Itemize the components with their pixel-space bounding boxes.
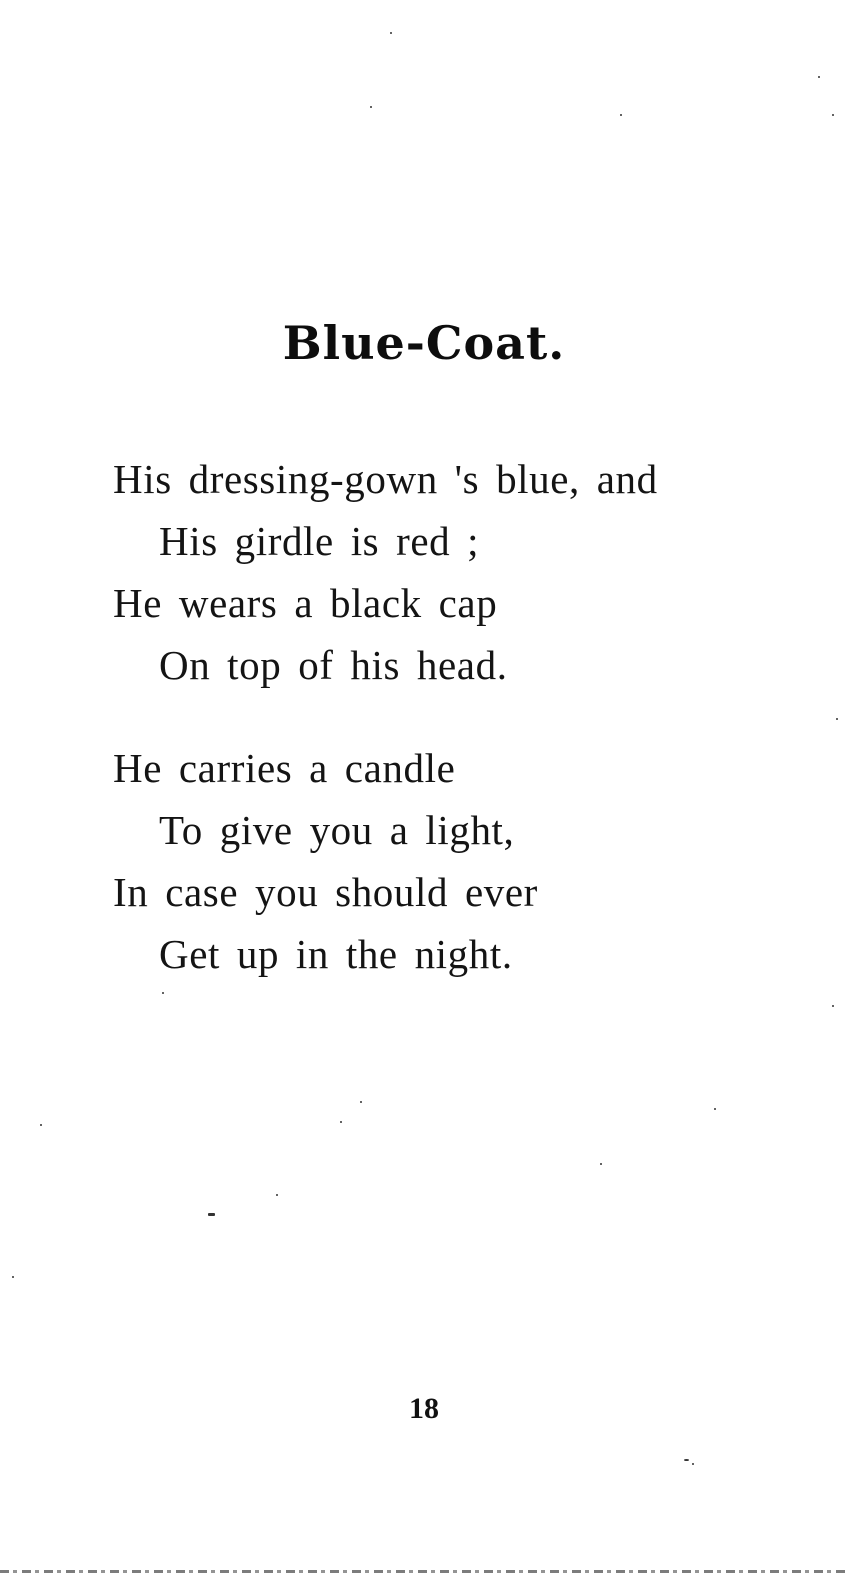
- stanza-2: [113, 737, 813, 985]
- poem-line: He carries a candle: [113, 745, 456, 791]
- scan-speck: [714, 1108, 716, 1110]
- scan-speck: [390, 32, 392, 34]
- poem-line: His dressing-gown 's blue, and: [113, 456, 658, 502]
- scan-speck: [162, 992, 164, 994]
- scan-speck: [40, 1124, 42, 1126]
- poem-line: On top of his head.: [159, 642, 508, 688]
- scan-speck: [208, 1213, 215, 1216]
- scan-speck: [832, 114, 834, 116]
- scan-speck: [620, 114, 622, 116]
- scan-speck: [684, 1459, 689, 1461]
- poem-line: His girdle is red ;: [159, 518, 480, 564]
- poem-title: Blue-Coat.: [282, 316, 566, 370]
- stanza-1: [113, 448, 813, 696]
- poem-line: To give you a light,: [159, 807, 515, 853]
- scan-speck: [370, 106, 372, 108]
- poem-line: In case you should ever: [113, 869, 538, 915]
- poem-line: He wears a black cap: [113, 580, 498, 626]
- scan-speck: [836, 718, 838, 720]
- scan-speck: [276, 1194, 278, 1196]
- page-number: 18: [409, 1392, 439, 1425]
- poem-line: Get up in the night.: [159, 931, 513, 977]
- scan-edge: [0, 1570, 848, 1573]
- scan-speck: [340, 1121, 342, 1123]
- scan-speck: [600, 1163, 602, 1165]
- scan-speck: [818, 76, 820, 78]
- scan-speck: [692, 1463, 694, 1465]
- scan-speck: [12, 1276, 14, 1278]
- scan-speck: [832, 1005, 834, 1007]
- scan-speck: [360, 1101, 362, 1103]
